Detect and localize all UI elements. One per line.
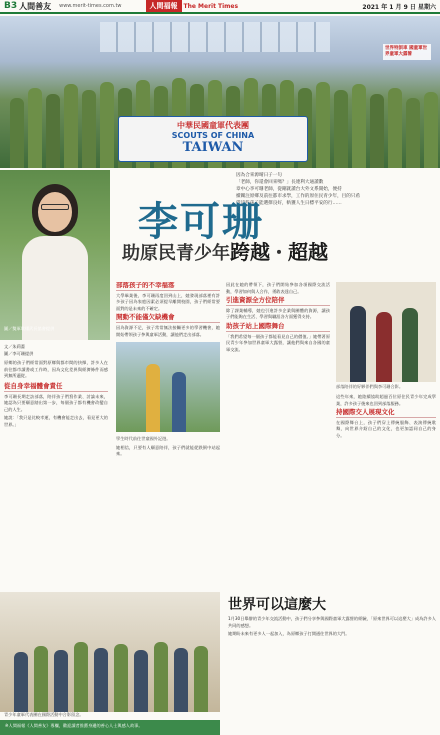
col3-subheading: 助孩子站上國際舞台 [226,323,330,332]
subtitle-bold-1: 跨越 [230,240,270,264]
award-photo-caption: 部落陪伴的好夥伴們與李可珊合影。 [336,384,404,389]
photo-side-label: 世界特訓車 國童軍世界童軍大露營 [383,44,431,60]
banner-chinese: 中華民國童軍代表團 [177,121,249,130]
person-figure [74,642,88,712]
subtitle-bold-2: 超越 [288,240,328,264]
person-figure [134,650,148,712]
section-name: 人間善友 [19,1,52,11]
col1-paragraph: 原鄉的孩子們經常面對原鄉與都市間的抉擇，許多人在前往都市讀書或工作時，因為文化差異與經濟條件而感到無所適從。 [4,360,108,379]
person-figure [34,646,48,712]
col3-paragraph: 除了課業輔導，她也引進許多企業與團體的資源，讓孩子們能夠在生活、學習與職涯各方面獲得支持。 [226,307,330,320]
photo-credit: 圖／李可珊提供 [4,350,34,356]
column-1 [4,344,108,589]
issue-date: 2021 年 1 月 9 日 星期六 [362,3,436,11]
person-figure [388,88,402,168]
col3-paragraph: 因此在她的帶領下，孩子們開始參加各項國際交流活動，學習如何與人合作，勇敢表達自己。 [226,282,330,294]
person-figure [114,644,128,712]
subtitle-prefix: 助原民青少年 [122,243,230,264]
article-title: 李可珊 [138,198,264,245]
person-figure [146,364,160,432]
col2-paragraph: 因為資源不足，孩子常常無法接觸更多的學習機會，她開始帶領孩子參與童軍活動，讓他們走出部落。 [116,324,220,337]
person-figure [172,372,186,432]
article-subtitle [122,236,328,265]
intro-line: 章中心李可珊老師，從剛就讀台大外文系開始，便持 [236,187,342,192]
subtitle-separator: ・ [270,243,288,264]
col1-paragraph: 她說：「我只是比較幸運，有機會能走出去，看見更大的世界。」 [4,415,108,427]
person-figure [82,90,96,168]
col2-subheading: 開動不能僅欠缺機會 [116,314,220,323]
col1-subheading: 從自身幸福體會責任 [4,383,108,392]
person-figure [370,94,384,168]
youth-photo [116,342,220,432]
portrait-face [38,192,72,232]
person-figure [194,646,208,712]
bottom-paragraph: 她期盼未來有更多人一起加入，為原鄉孩子打開通往世界的大門。 [228,631,350,637]
col2-paragraph: 她相信，只要有人願意陪伴，孩子們就能從跌倒中站起來。 [116,444,220,457]
bottom-text [228,616,436,716]
col3-subheading: 引進資源全方位陪伴 [226,297,330,306]
intro-line: 「老師，你還會回來嗎？」長連利大通讀數 [236,180,324,185]
person-figure [350,306,366,382]
green-note-box: ※人間福報《人間善友》專欄，歡迎讀者推薦身邊的善心人士與感人故事。 [0,720,220,735]
bottom-group-photo [0,592,220,712]
person-figure [54,650,68,712]
portrait-photo [0,170,110,340]
person-figure [154,642,168,712]
intro-line: 望這些孩子能選擇良好，斬獲人生日標平安的行…… [236,201,342,206]
person-figure [424,92,438,168]
section-number: B3 [4,1,18,11]
brand-logo: 人間福報 [146,0,182,12]
person-figure [64,84,78,168]
portrait-caption: 圖／雙軍歌懂武長協會提供 [4,326,55,331]
intro-line: 續關注原鄉及前往都市求學，工作的原住民青少年，目的只希 [236,194,361,199]
column-2 [116,282,220,590]
bottom-paragraph: 1月30日舉辦的青少年交流活動中，孩子們分享參與國際童軍大露營的經驗，「原來世界可以這麼大」成為許多人共同的感想。 [228,616,436,628]
brand-english: The Merit Times [183,2,239,10]
person-figure [402,308,418,382]
person-figure [174,648,188,712]
column-4 [336,392,436,590]
award-photo [336,282,436,382]
author-line: 文／朱莉薔 [4,344,25,349]
person-figure [46,94,60,168]
person-figure [352,84,366,168]
person-figure [28,88,42,168]
banner-english: SCOUTS OF CHINA [171,131,255,140]
page-header [0,0,440,14]
top-group-photo [0,16,440,168]
portrait-shirt [22,236,88,340]
col4-paragraph: 這些年來，她陸續協助超過百位原住民青少年完成學業，許多孩子後來也回到部落服務。 [336,394,436,406]
person-figure [334,90,348,168]
airport-windows [100,22,330,52]
column-3 [226,282,330,590]
col2-photo-caption: 學生時代前往世童國外記遊。 [116,436,171,442]
scouts-banner [118,116,308,162]
col4-subheading: 持國際交人展現文化 [336,409,436,418]
col1-paragraph: 李可珊長期走訪部落，陪伴孩子們寫作業、討論未來，她認為只要願意踏出第一步，每個孩子都有機會改變自己的人生。 [4,393,108,412]
banner-country: TAIWAN [182,140,244,155]
col2-paragraph: 大學畢業後，李可珊再度回到山上，她發現部落裡有許多孩子因為家庭因素必須提早離開校園，孩子們經常要面對的是未來的不確定。 [116,292,220,311]
col4-paragraph: 在國際舞台上，孩子們穿上傳統服飾、表演傳統歌舞，向世界介紹自己的文化，也更加認同自己的身分。 [336,419,436,438]
intro-line: 因為合來源晴日子一句 [236,173,282,178]
person-figure [14,652,28,712]
bottom-photo-caption: 青少年童軍代表團在國際活動中合影留念。 [4,712,84,717]
intro-paragraph [236,172,436,207]
glasses-icon [41,204,69,210]
bottom-heading: 世界可以這麼大 [228,597,326,613]
person-figure [10,98,24,168]
person-figure [376,312,392,382]
site-url: www.merit-times.com.tw [59,3,122,9]
person-figure [316,82,330,168]
person-figure [406,98,420,168]
col2-subheading: 部落孩子的不幸福落 [116,282,220,291]
person-figure [94,648,108,712]
person-figure [100,82,114,168]
col3-paragraph: 「我們希望每一個孩子都能看見自己的價值。」她帶著原民青少年參加世界童軍大露營，讓他們與來自各國的童軍交流。 [226,333,330,352]
